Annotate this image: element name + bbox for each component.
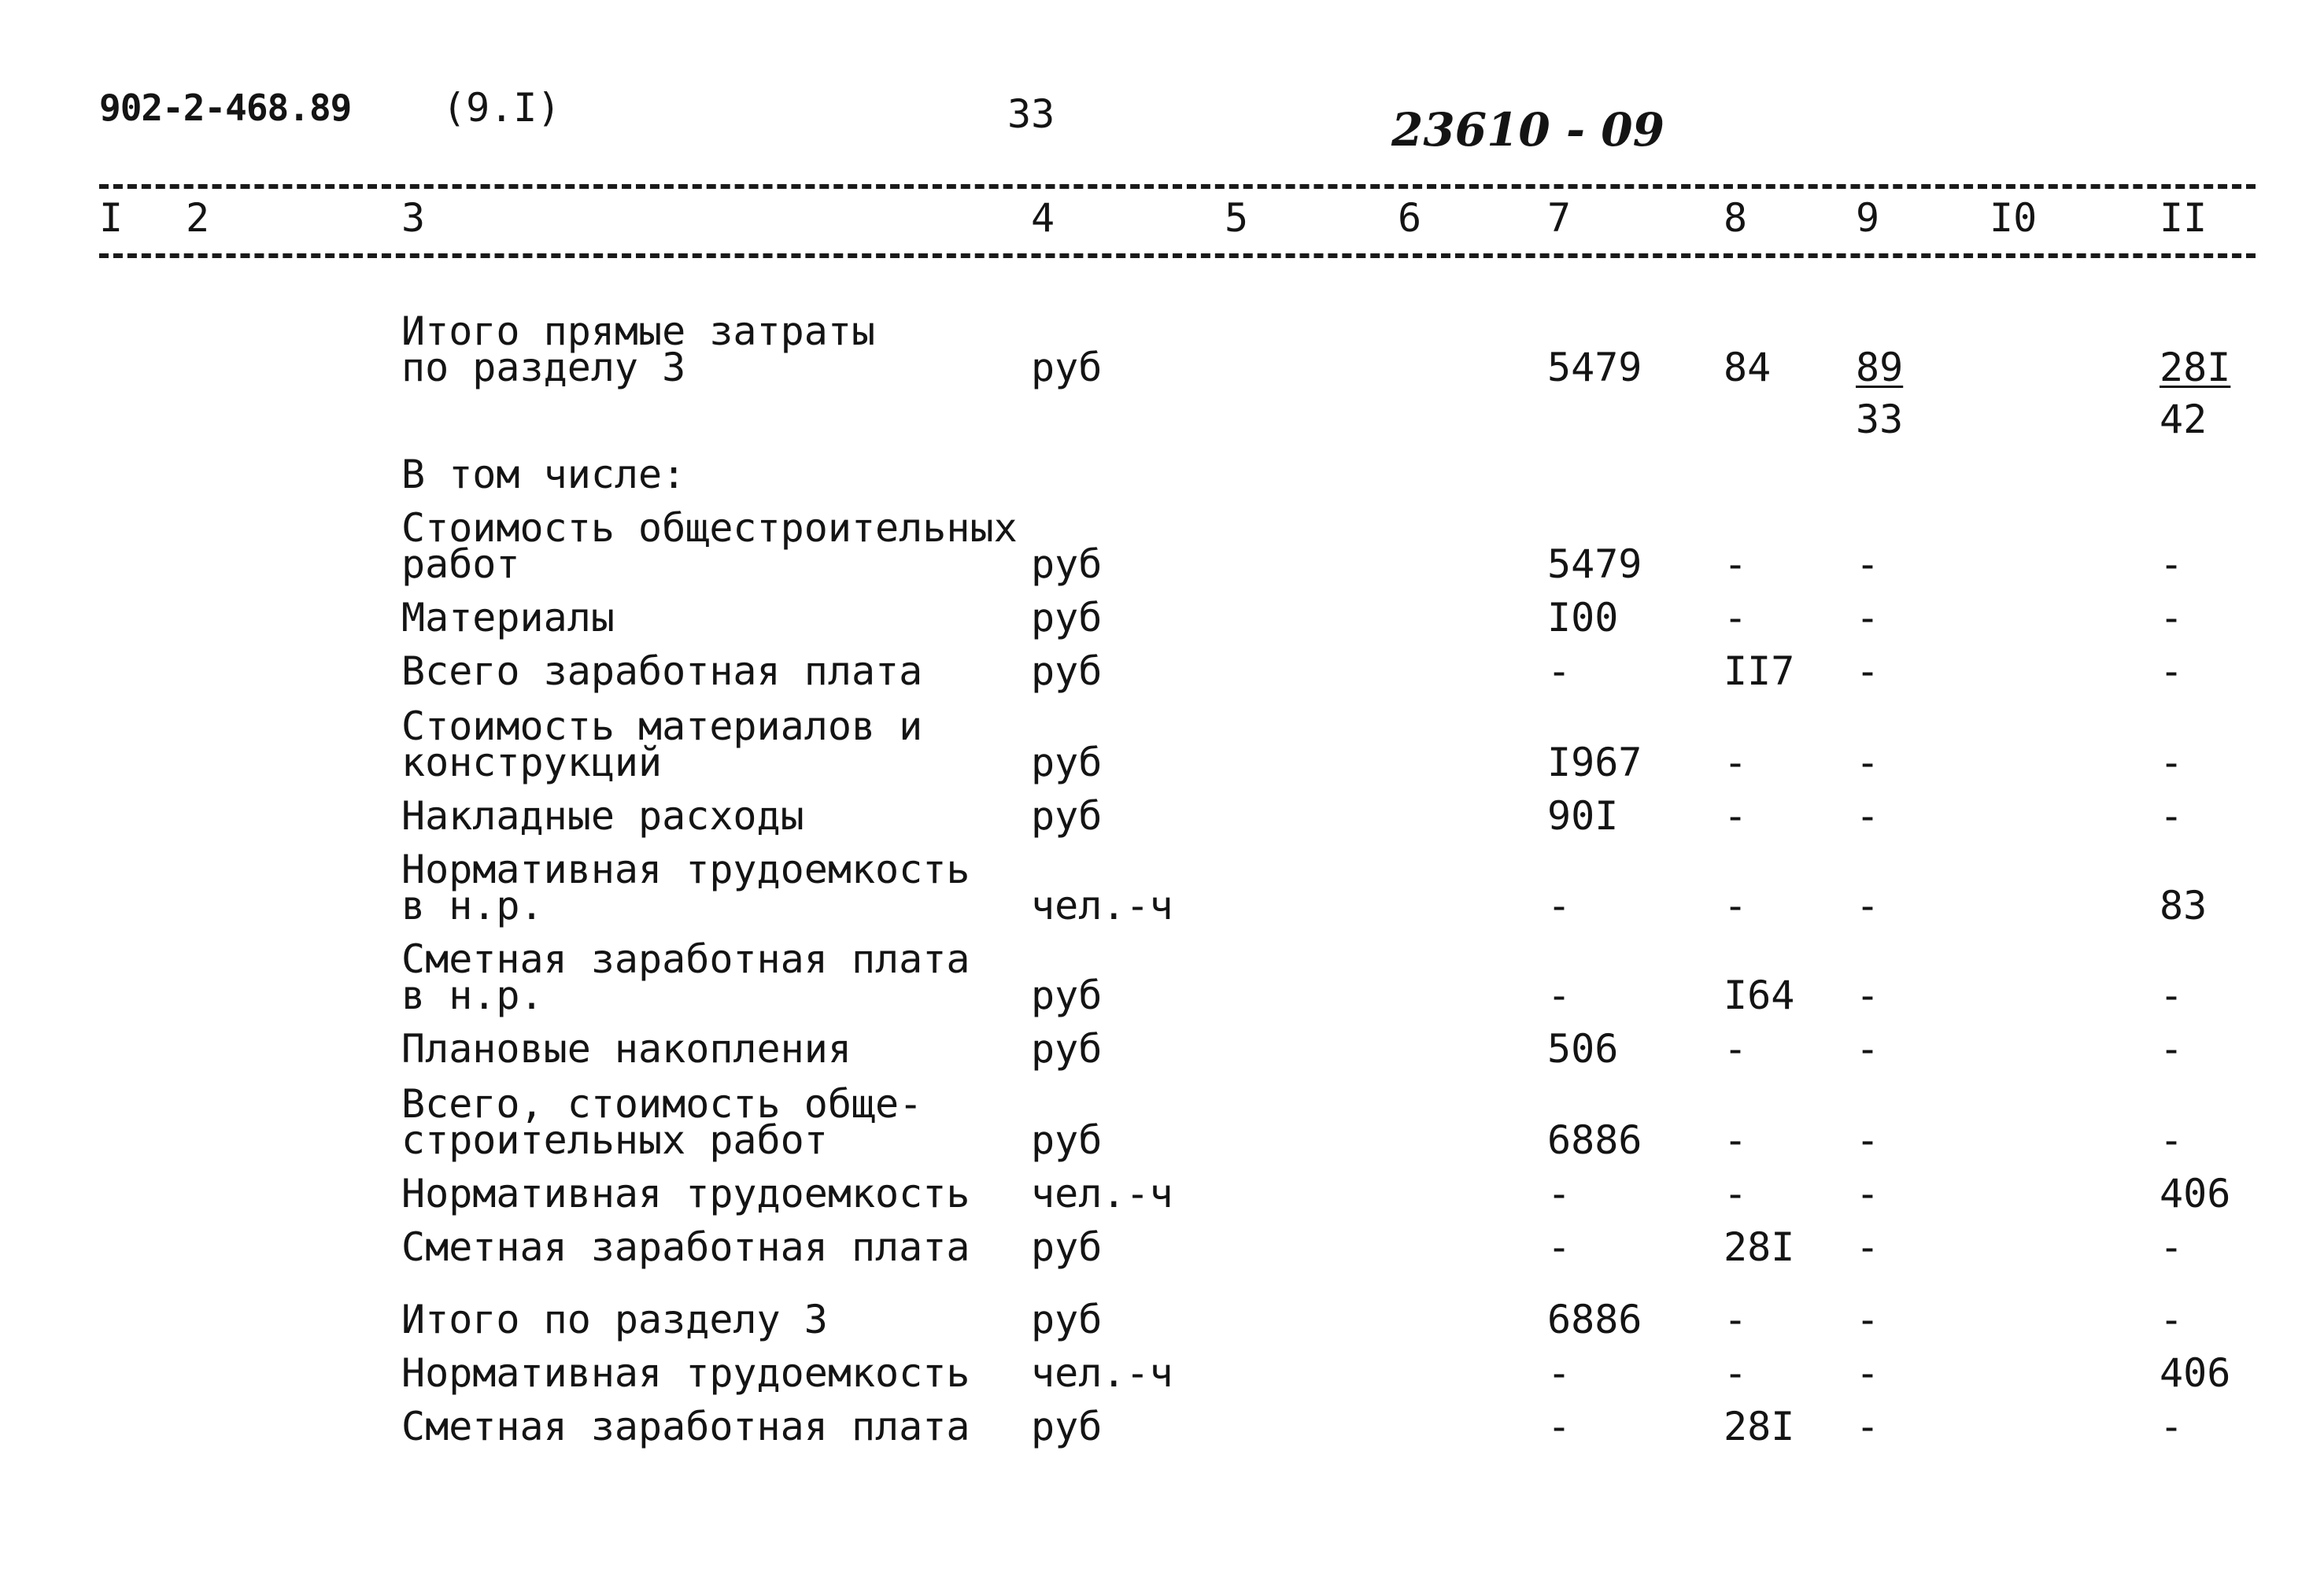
cell-col-11: 83 bbox=[2160, 883, 2208, 928]
row-unit: руб bbox=[1031, 740, 1103, 785]
cell-col-7: - bbox=[1547, 648, 1572, 694]
row-label: Итого прямые затраты bbox=[401, 308, 876, 354]
header-top-rule bbox=[99, 184, 2256, 189]
cell-col-7: - bbox=[1547, 1224, 1572, 1270]
cell-col-7: 5479 bbox=[1547, 541, 1642, 587]
cell-col-9: - bbox=[1856, 1297, 1880, 1342]
cell-col-11: 28I bbox=[2160, 345, 2231, 390]
column-number: 7 bbox=[1547, 195, 1572, 241]
row-label: Материалы bbox=[401, 595, 615, 640]
cell-col-7: - bbox=[1547, 973, 1572, 1018]
cell-col-8: 28I bbox=[1724, 1404, 1795, 1449]
cell-col-7: I967 bbox=[1547, 740, 1642, 785]
cell-col-7: 90I bbox=[1547, 793, 1619, 839]
cell-col-7: 5479 bbox=[1547, 345, 1642, 390]
cell-col-7: 506 bbox=[1547, 1026, 1619, 1072]
row-unit: руб bbox=[1031, 1404, 1103, 1449]
cell-col-9: - bbox=[1856, 1171, 1880, 1216]
cell-col-8: - bbox=[1724, 1117, 1748, 1163]
row-label: Нормативная трудоемкость bbox=[401, 1350, 970, 1396]
cell-col-11: - bbox=[2160, 595, 2184, 640]
column-number: 3 bbox=[401, 195, 426, 241]
row-unit: руб bbox=[1031, 1026, 1103, 1072]
cell-col-9: - bbox=[1856, 648, 1880, 694]
row-label: по разделу 3 bbox=[401, 345, 686, 390]
cell-col-9: - bbox=[1856, 595, 1880, 640]
row-label: Нормативная трудоемкость bbox=[401, 1171, 970, 1216]
cell-col-8: - bbox=[1724, 1171, 1748, 1216]
column-number: I bbox=[99, 195, 124, 241]
row-unit: чел.-ч bbox=[1031, 1171, 1173, 1216]
row-label: Всего, стоимость обще- bbox=[401, 1081, 923, 1127]
cell-col-8: II7 bbox=[1724, 648, 1795, 694]
row-unit: руб bbox=[1031, 1117, 1103, 1163]
cell-col-11: - bbox=[2160, 740, 2184, 785]
row-unit: руб bbox=[1031, 793, 1103, 839]
cell-col-11: 406 bbox=[2160, 1350, 2231, 1396]
cell-col-7: - bbox=[1547, 1171, 1572, 1216]
cell-col-11: - bbox=[2160, 1404, 2184, 1449]
cell-col-7: - bbox=[1547, 883, 1572, 928]
cell-col-9: - bbox=[1856, 1224, 1880, 1270]
row-unit: руб bbox=[1031, 973, 1103, 1018]
column-number: 2 bbox=[186, 195, 210, 241]
row-label: строительных работ bbox=[401, 1117, 828, 1163]
row-unit: чел.-ч bbox=[1031, 1350, 1173, 1396]
row-unit: чел.-ч bbox=[1031, 883, 1173, 928]
cell-col-7: - bbox=[1547, 1404, 1572, 1449]
row-unit: руб bbox=[1031, 595, 1103, 640]
cell-col-8: - bbox=[1724, 595, 1748, 640]
cell-col-9: - bbox=[1856, 541, 1880, 587]
row-unit: руб bbox=[1031, 1297, 1103, 1342]
column-number: I0 bbox=[1990, 195, 2038, 241]
column-number: 5 bbox=[1225, 195, 1249, 241]
cell-col-8: - bbox=[1724, 541, 1748, 587]
row-unit: руб bbox=[1031, 1224, 1103, 1270]
cell-col-8: - bbox=[1724, 1297, 1748, 1342]
cell-col-11: - bbox=[2160, 1026, 2184, 1072]
cell-col-9: - bbox=[1856, 883, 1880, 928]
column-number: 6 bbox=[1398, 195, 1422, 241]
cell-col-8: - bbox=[1724, 1026, 1748, 1072]
row-label: Всего заработная плата bbox=[401, 648, 923, 694]
cell-col-11: - bbox=[2160, 973, 2184, 1018]
row-label: в н.р. bbox=[401, 883, 544, 928]
cell-col-9: - bbox=[1856, 740, 1880, 785]
section-reference: (9.I) bbox=[442, 85, 561, 131]
cell-col-9: 89 bbox=[1856, 345, 1904, 390]
cell-col-9: - bbox=[1856, 1117, 1880, 1163]
column-number: 8 bbox=[1724, 195, 1748, 241]
row-label: конструкций bbox=[401, 740, 663, 785]
document-code: 902-2-468.89 bbox=[99, 87, 352, 129]
row-label: Сметная заработная плата bbox=[401, 936, 970, 982]
cell-col-11: 406 bbox=[2160, 1171, 2231, 1216]
cell-col-8: 28I bbox=[1724, 1224, 1795, 1270]
row-label: в н.р. bbox=[401, 973, 544, 1018]
cell-col-11-sub: 42 bbox=[2160, 397, 2208, 442]
row-label: Сметная заработная плата bbox=[401, 1404, 970, 1449]
row-label: Сметная заработная плата bbox=[401, 1224, 970, 1270]
cell-col-9: - bbox=[1856, 793, 1880, 839]
cell-col-9: - bbox=[1856, 1350, 1880, 1396]
cell-col-7: - bbox=[1547, 1350, 1572, 1396]
row-label: Накладные расходы bbox=[401, 793, 804, 839]
row-label: В том числе: bbox=[401, 452, 686, 497]
handwritten-number: 23610 - 09 bbox=[1391, 103, 1664, 157]
row-label: Нормативная трудоемкость bbox=[401, 847, 970, 892]
column-number: II bbox=[2160, 195, 2208, 241]
cell-col-8: - bbox=[1724, 740, 1748, 785]
cell-col-8: 84 bbox=[1724, 345, 1772, 390]
cell-col-11: - bbox=[2160, 1297, 2184, 1342]
cell-col-8: I64 bbox=[1724, 973, 1795, 1018]
column-number: 4 bbox=[1031, 195, 1055, 241]
cell-col-11: - bbox=[2160, 1224, 2184, 1270]
row-label: Стоимость общестроительных bbox=[401, 505, 1018, 551]
cell-col-11: - bbox=[2160, 541, 2184, 587]
cell-col-11: - bbox=[2160, 648, 2184, 694]
column-number: 9 bbox=[1856, 195, 1880, 241]
cell-col-7: I00 bbox=[1547, 595, 1619, 640]
row-label: работ bbox=[401, 541, 520, 587]
cell-col-8: - bbox=[1724, 1350, 1748, 1396]
cell-col-9: - bbox=[1856, 1026, 1880, 1072]
row-label: Стоимость материалов и bbox=[401, 703, 923, 749]
row-label: Плановые накопления bbox=[401, 1026, 852, 1072]
cell-col-7: 6886 bbox=[1547, 1117, 1642, 1163]
header-bottom-rule bbox=[99, 253, 2256, 258]
row-label: Итого по разделу 3 bbox=[401, 1297, 828, 1342]
row-unit: руб bbox=[1031, 345, 1103, 390]
cell-col-8: - bbox=[1724, 793, 1748, 839]
cell-col-11: - bbox=[2160, 793, 2184, 839]
cell-col-9: - bbox=[1856, 973, 1880, 1018]
row-unit: руб bbox=[1031, 541, 1103, 587]
row-unit: руб bbox=[1031, 648, 1103, 694]
cell-col-8: - bbox=[1724, 883, 1748, 928]
cell-col-7: 6886 bbox=[1547, 1297, 1642, 1342]
cell-col-9: - bbox=[1856, 1404, 1880, 1449]
cell-col-11: - bbox=[2160, 1117, 2184, 1163]
page-number: 33 bbox=[1007, 91, 1055, 137]
cell-col-9-sub: 33 bbox=[1856, 397, 1904, 442]
